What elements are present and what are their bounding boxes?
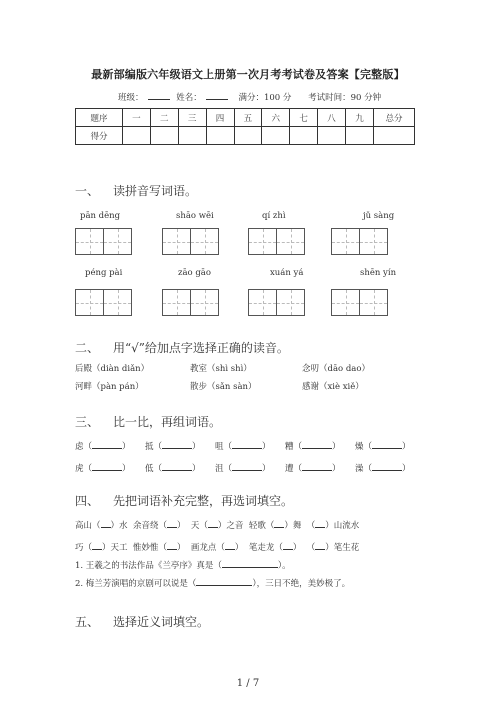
compare-item: 糟（ ） (285, 442, 341, 452)
cell: 题序 (76, 109, 123, 127)
answer-blank[interactable] (283, 541, 293, 550)
pinyin: shēn yín (360, 268, 397, 278)
pinyin: shāo wēi (176, 211, 214, 221)
section-1-heading (75, 182, 197, 199)
compare-item: 虎（ ） (75, 464, 131, 474)
answer-blank[interactable] (225, 541, 235, 550)
compare-item: 沮（ ） (215, 464, 271, 474)
reading-item[interactable]: 后殿（diàn diǎn） (75, 364, 150, 374)
section-5-heading (75, 613, 209, 630)
cell: 四 (206, 109, 234, 127)
score-table-row (76, 127, 415, 145)
section-number: 二、 (75, 341, 100, 355)
answer-blank[interactable] (101, 519, 111, 528)
answer-blank[interactable] (162, 440, 192, 449)
answer-blank[interactable] (92, 440, 122, 449)
pinyin: zāo gāo (178, 268, 211, 278)
writing-grid[interactable] (75, 228, 131, 255)
section-number: 一、 (75, 184, 100, 198)
pinyin: qí zhì (262, 211, 286, 221)
cell: 二 (150, 109, 178, 127)
score-cell[interactable] (318, 127, 346, 145)
section-title: 用“√”给加点字选择正确的读音。 (113, 341, 289, 355)
score-cell[interactable] (178, 127, 206, 145)
exam-info (118, 91, 385, 103)
answer-blank[interactable] (232, 440, 262, 449)
section-number: 三、 (75, 415, 100, 429)
compare-item: 抵（ ） (145, 442, 201, 452)
section-title: 选择近义词填空。 (113, 615, 210, 629)
reading-item[interactable]: 河畔（pàn pán） (75, 382, 144, 392)
cell: 总分 (374, 109, 415, 127)
writing-grid[interactable] (248, 289, 304, 316)
score-cell[interactable] (374, 127, 415, 145)
score-cell[interactable] (262, 127, 290, 145)
compare-item: 低（ ） (145, 464, 201, 474)
name-label: 姓名： (176, 93, 202, 103)
writing-grid[interactable] (75, 289, 131, 316)
reading-item[interactable]: 教室（shì shì） (190, 364, 252, 374)
writing-grid[interactable] (162, 228, 218, 255)
cell: 六 (262, 109, 290, 127)
score-cell[interactable] (234, 127, 262, 145)
section-title: 先把词语补充完整，再选词填空。 (113, 494, 294, 508)
writing-grid[interactable] (331, 228, 387, 255)
answer-blank[interactable] (315, 519, 325, 528)
page-title: 最新部编版六年级语文上册第一次月考考试卷及答案【完整版】 (91, 68, 405, 81)
answer-blank[interactable] (232, 462, 262, 471)
score-cell[interactable] (206, 127, 234, 145)
fill-question-2: 2. 梅兰芳演唱的京剧可以说是（ ），三日不绝，美妙极了。 (75, 579, 351, 589)
idiom-line-2: 巧（ ）天工 惟妙惟（ ） 画龙点（ ） 笔走龙（ ） （ ）笔生花 (75, 543, 360, 553)
cell: 五 (234, 109, 262, 127)
class-label: 班级： (118, 93, 144, 103)
section-number: 四、 (75, 494, 100, 508)
section-4-heading (75, 492, 293, 509)
section-2-heading (75, 339, 289, 356)
compare-item: 虑（ ） (75, 442, 131, 452)
answer-blank[interactable] (315, 541, 325, 550)
answer-blank[interactable] (274, 519, 284, 528)
answer-blank[interactable] (92, 541, 102, 550)
writing-grid[interactable] (331, 289, 387, 316)
fill-question-1: 1. 王羲之的书法作品《兰亭序》真是（ ）。 (75, 561, 291, 571)
compare-item: 遭（ ） (285, 464, 341, 474)
cell: 三 (178, 109, 206, 127)
writing-grid[interactable] (162, 289, 218, 316)
answer-blank[interactable] (92, 462, 122, 471)
idiom-line-1: 高山（ ）水 余音绕（ ） 天（ ）之音 轻歌（ ）舞 （ ）山流水 (75, 521, 360, 531)
compare-item: 燥（ ） (355, 442, 411, 452)
cell: 八 (318, 109, 346, 127)
score-cell[interactable] (150, 127, 178, 145)
cell: 七 (290, 109, 318, 127)
cell: 得分 (76, 127, 123, 145)
section-title: 读拼音写词语。 (113, 184, 198, 198)
score-cell[interactable] (123, 127, 151, 145)
answer-blank[interactable] (196, 577, 252, 586)
pinyin: xuán yá (270, 268, 304, 278)
section-title: 比一比，再组词语。 (113, 415, 222, 429)
full-score: 满分：100 分 (238, 93, 292, 103)
cell: 一 (123, 109, 151, 127)
score-cell[interactable] (290, 127, 318, 145)
compare-item: 澡（ ） (355, 464, 411, 474)
answer-blank[interactable] (208, 519, 218, 528)
answer-blank[interactable] (167, 541, 177, 550)
answer-blank[interactable] (167, 519, 177, 528)
compare-item: 咀（ ） (215, 442, 271, 452)
answer-blank[interactable] (222, 559, 278, 568)
cell: 九 (346, 109, 374, 127)
writing-grid[interactable] (248, 228, 304, 255)
pinyin: péng pài (85, 268, 123, 278)
pinyin: pān dēng (80, 211, 121, 221)
answer-blank[interactable] (372, 440, 402, 449)
answer-blank[interactable] (302, 440, 332, 449)
answer-blank[interactable] (162, 462, 192, 471)
score-table-header (76, 109, 415, 127)
section-3-heading (75, 413, 221, 430)
name-blank[interactable] (206, 91, 228, 100)
page-number: 1 / 7 (236, 678, 260, 689)
section-number: 五、 (75, 615, 100, 629)
score-cell[interactable] (346, 127, 374, 145)
reading-item[interactable]: 散步（sǎn sàn） (190, 382, 257, 392)
class-blank[interactable] (148, 91, 170, 100)
exam-time: 考试时间：90 分钟 (308, 93, 382, 103)
answer-blank[interactable] (302, 462, 332, 471)
reading-item[interactable]: 念叨（dāo dao） (302, 364, 370, 374)
answer-blank[interactable] (372, 462, 402, 471)
reading-item[interactable]: 感谢（xiè xiě） (302, 382, 364, 392)
score-table (75, 108, 415, 145)
pinyin: jǔ sàng (363, 211, 395, 221)
